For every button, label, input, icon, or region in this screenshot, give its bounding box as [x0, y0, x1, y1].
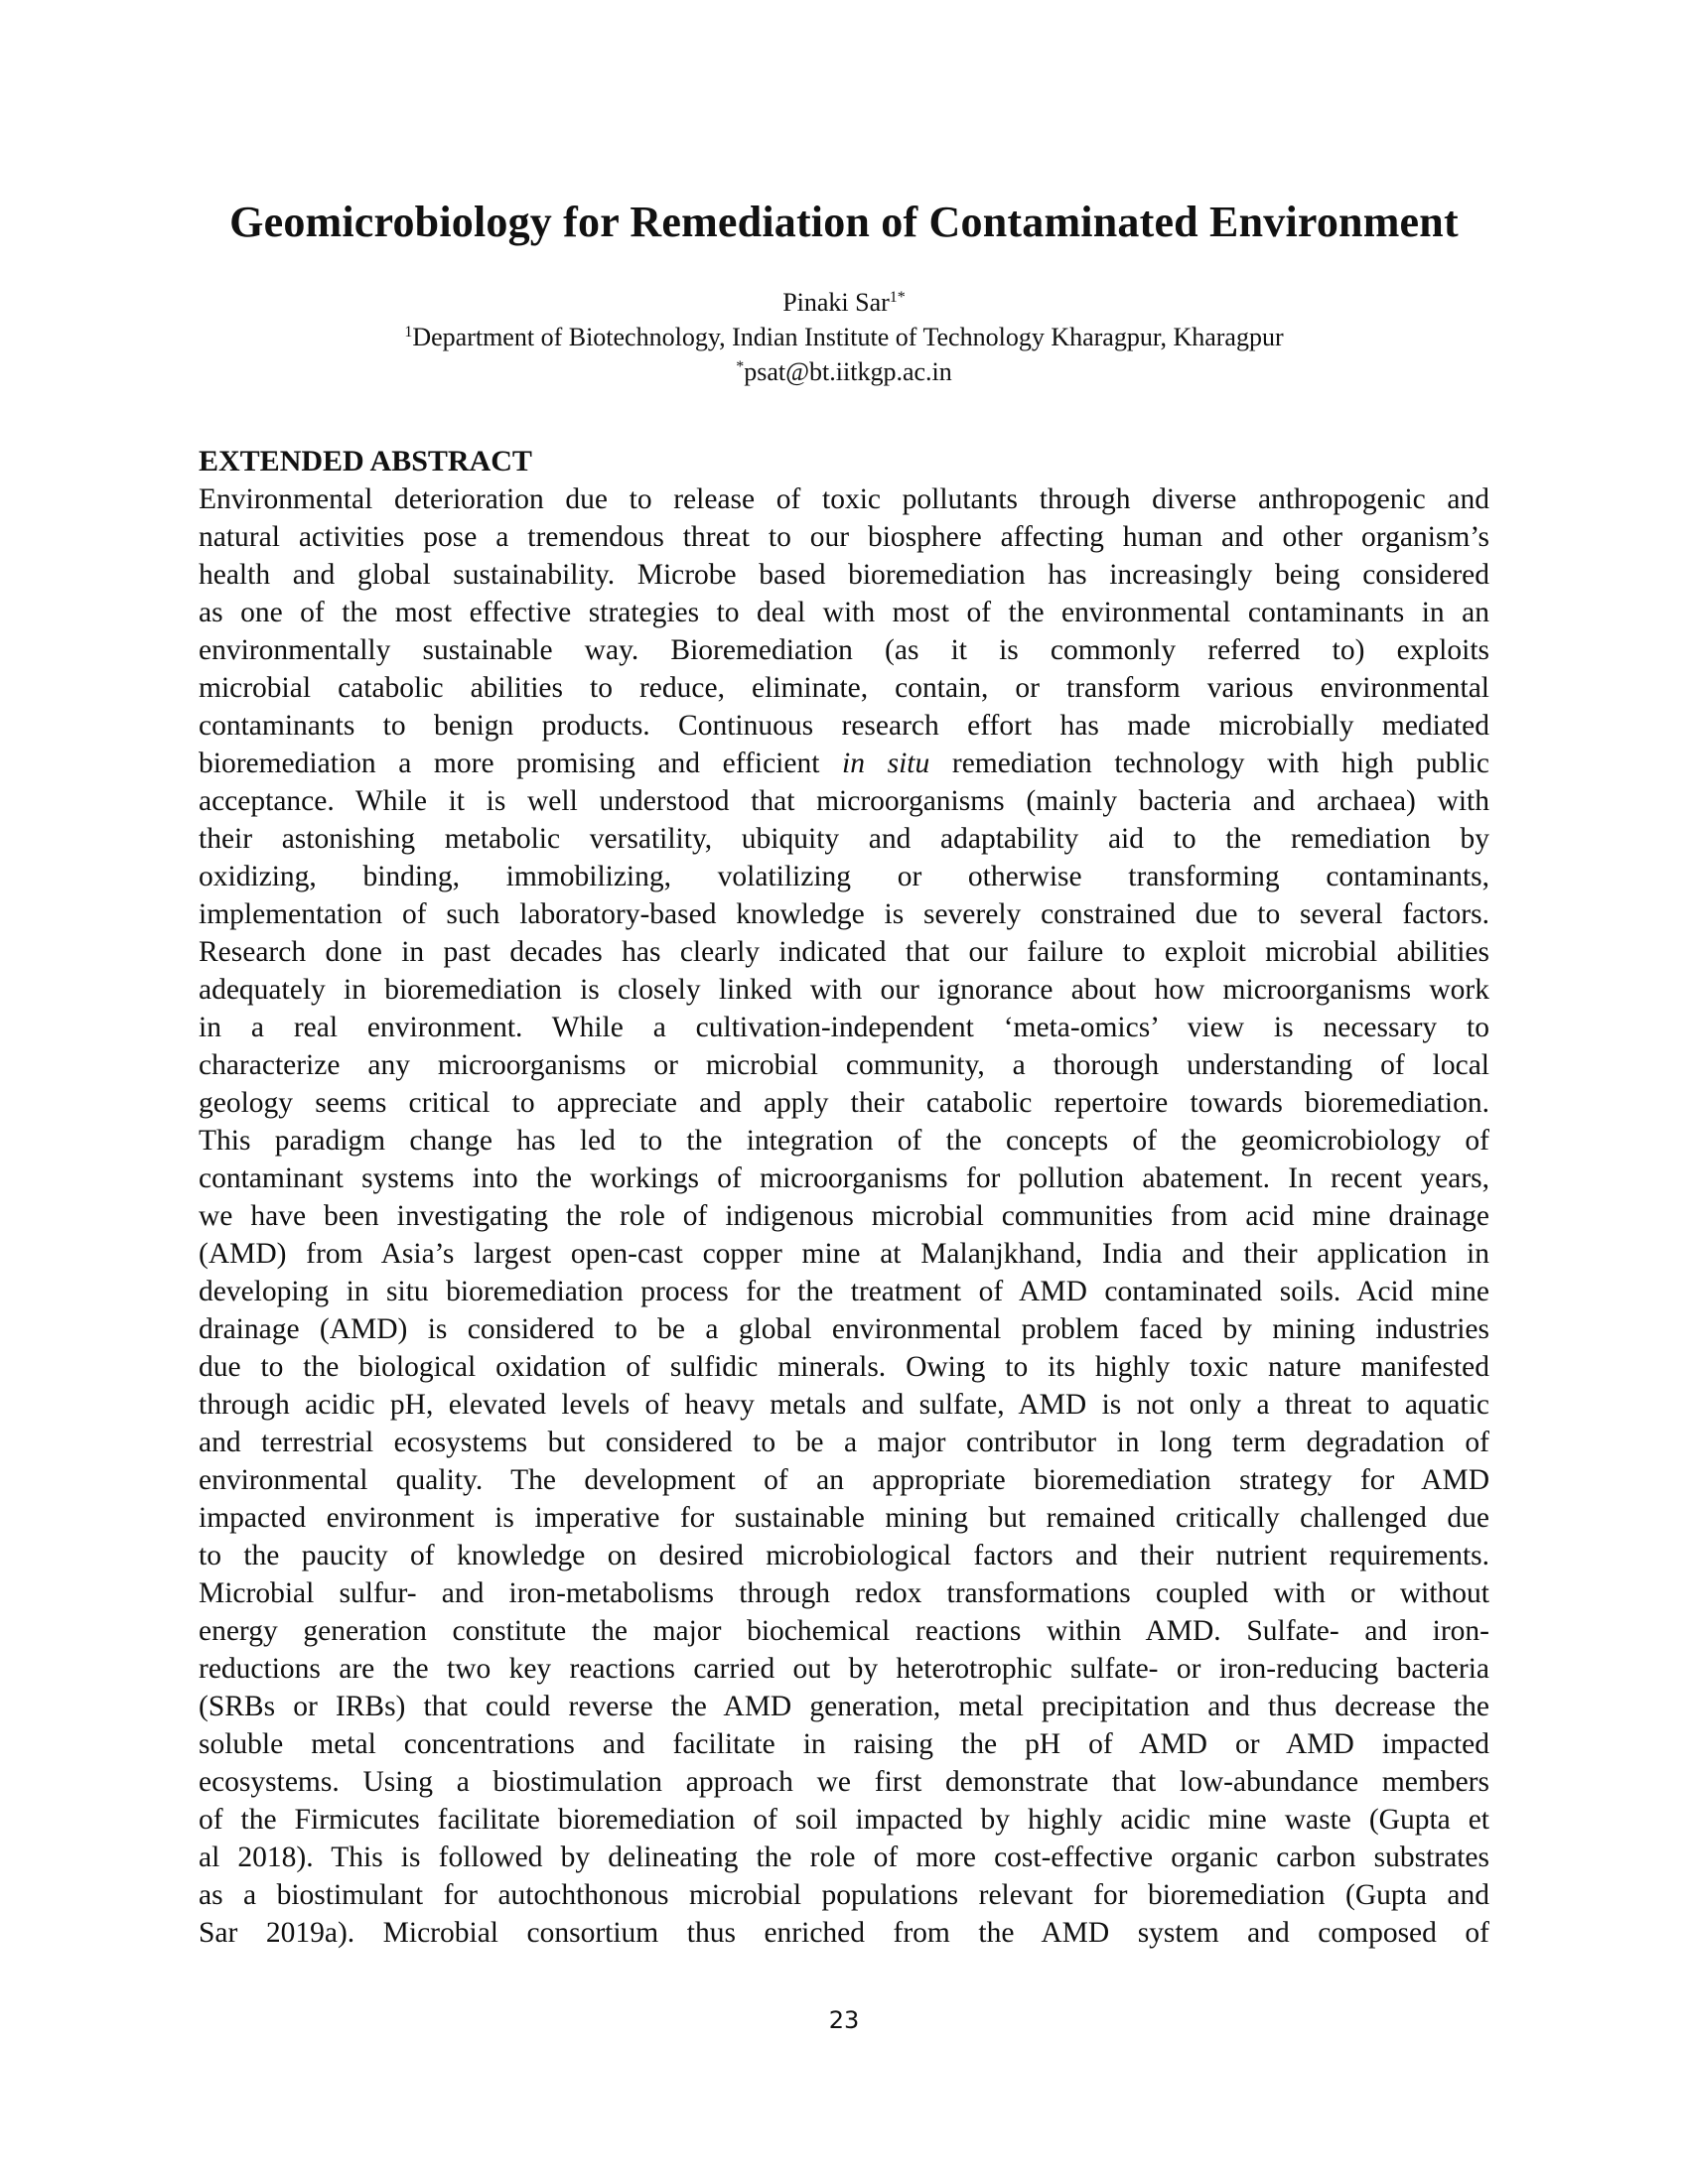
- abstract-line: contaminants to benign products. Continuous research effort has made microbially mediated: [199, 710, 1489, 742]
- abstract-line: health and global sustainability. Microbe based bioremediation has increasingly being considered: [199, 559, 1489, 591]
- italic-term: in situ: [842, 748, 930, 779]
- abstract-line: natural activities pose a tremendous threat to our biosphere affecting human and other organism’s: [199, 521, 1489, 553]
- affiliation-line: [199, 323, 1489, 352]
- abstract-line: Environmental deterioration due to release of toxic pollutants through diverse anthropogenic and: [199, 483, 1489, 515]
- abstract-line: geology seems critical to appreciate and apply their catabolic repertoire towards bioremediation.: [199, 1087, 1489, 1119]
- abstract-line: in a real environment. While a cultivation-independent ‘meta-omics’ view is necessary to: [199, 1012, 1489, 1043]
- author-name: Pinaki Sar: [782, 288, 890, 317]
- abstract-line: (AMD) from Asia’s largest open-cast copper mine at Malanjkhand, India and their application in: [199, 1238, 1489, 1270]
- abstract-line: developing in situ bioremediation process for the treatment of AMD contaminated soils. Acid mine: [199, 1276, 1489, 1307]
- page-number: 23: [828, 2006, 860, 2034]
- abstract-line: bioremediation a more promising and efficient in situ remediation technology with high public: [199, 748, 1489, 779]
- abstract-line: (SRBs or IRBs) that could reverse the AMD generation, metal precipitation and thus decrease the: [199, 1691, 1489, 1722]
- abstract-line: and terrestrial ecosystems but considered to be a major contributor in long term degradation of: [199, 1427, 1489, 1458]
- affiliation-text: Department of Biotechnology, Indian Institute of Technology Kharagpur, Kharagpur: [412, 323, 1284, 351]
- paper-title: Geomicrobiology for Remediation of Contaminated Environment: [229, 198, 1459, 246]
- abstract-line: energy generation constitute the major biochemical reactions within AMD. Sulfate- and iron-: [199, 1615, 1489, 1647]
- abstract-line: environmentally sustainable way. Bioremediation (as it is commonly referred to) exploits: [199, 634, 1489, 666]
- abstract-line: we have been investigating the role of indigenous microbial communities from acid mine drainage: [199, 1200, 1489, 1232]
- email-superscript: *: [736, 358, 745, 375]
- abstract-line: of the Firmicutes facilitate bioremediation of soil impacted by highly acidic mine waste (Gupta et: [199, 1804, 1489, 1836]
- abstract-line: characterize any microorganisms or microbial community, a thorough understanding of local: [199, 1049, 1489, 1081]
- abstract-line: acceptance. While it is well understood that microorganisms (mainly bacteria and archaea) with: [199, 785, 1489, 817]
- abstract-line: through acidic pH, elevated levels of heavy metals and sulfate, AMD is not only a threat to aquatic: [199, 1389, 1489, 1421]
- email-line: [199, 357, 1489, 387]
- affiliation-superscript: 1: [404, 324, 413, 341]
- abstract-line: drainage (AMD) is considered to be a global environmental problem faced by mining industries: [199, 1313, 1489, 1345]
- abstract-line: Research done in past decades has clearly indicated that our failure to exploit microbial abilities: [199, 936, 1489, 968]
- abstract-line: impacted environment is imperative for sustainable mining but remained critically challenged due: [199, 1502, 1489, 1534]
- abstract-line: contaminant systems into the workings of microorganisms for pollution abatement. In recent years,: [199, 1162, 1489, 1194]
- abstract-line: Microbial sulfur- and iron-metabolisms through redox transformations coupled with or without: [199, 1577, 1489, 1609]
- author-superscript: 1*: [889, 289, 906, 306]
- section-heading: EXTENDED ABSTRACT: [199, 445, 532, 478]
- abstract-body: [199, 480, 1489, 1952]
- abstract-line: This paradigm change has led to the integration of the concepts of the geomicrobiology of: [199, 1125, 1489, 1157]
- abstract-line: oxidizing, binding, immobilizing, volatilizing or otherwise transforming contaminants,: [199, 861, 1489, 892]
- abstract-line: adequately in bioremediation is closely linked with our ignorance about how microorganisms work: [199, 974, 1489, 1006]
- abstract-line: al 2018). This is followed by delineating the role of more cost-effective organic carbon substrates: [199, 1842, 1489, 1873]
- abstract-line: environmental quality. The development of an appropriate bioremediation strategy for AMD: [199, 1464, 1489, 1496]
- abstract-line: soluble metal concentrations and facilitate in raising the pH of AMD or AMD impacted: [199, 1728, 1489, 1760]
- abstract-line: due to the biological oxidation of sulfidic minerals. Owing to its highly toxic nature manifested: [199, 1351, 1489, 1383]
- abstract-line: as a biostimulant for autochthonous microbial populations relevant for bioremediation (Gupta and: [199, 1879, 1489, 1911]
- email-address: psat@bt.iitkgp.ac.in: [744, 357, 952, 386]
- abstract-line: as one of the most effective strategies to deal with most of the environmental contaminants in an: [199, 597, 1489, 628]
- author-line: [199, 288, 1489, 318]
- abstract-line: their astonishing metabolic versatility, ubiquity and adaptability aid to the remediation by: [199, 823, 1489, 855]
- abstract-line: Sar 2019a). Microbial consortium thus enriched from the AMD system and composed of: [199, 1917, 1489, 1949]
- abstract-line: to the paucity of knowledge on desired microbiological factors and their nutrient requirements.: [199, 1540, 1489, 1571]
- abstract-line: implementation of such laboratory-based knowledge is severely constrained due to several factors.: [199, 898, 1489, 930]
- abstract-line: microbial catabolic abilities to reduce, eliminate, contain, or transform various environmental: [199, 672, 1489, 704]
- abstract-line: ecosystems. Using a biostimulation approach we first demonstrate that low-abundance members: [199, 1766, 1489, 1798]
- abstract-line: reductions are the two key reactions carried out by heterotrophic sulfate- or iron-reducing bacteria: [199, 1653, 1489, 1685]
